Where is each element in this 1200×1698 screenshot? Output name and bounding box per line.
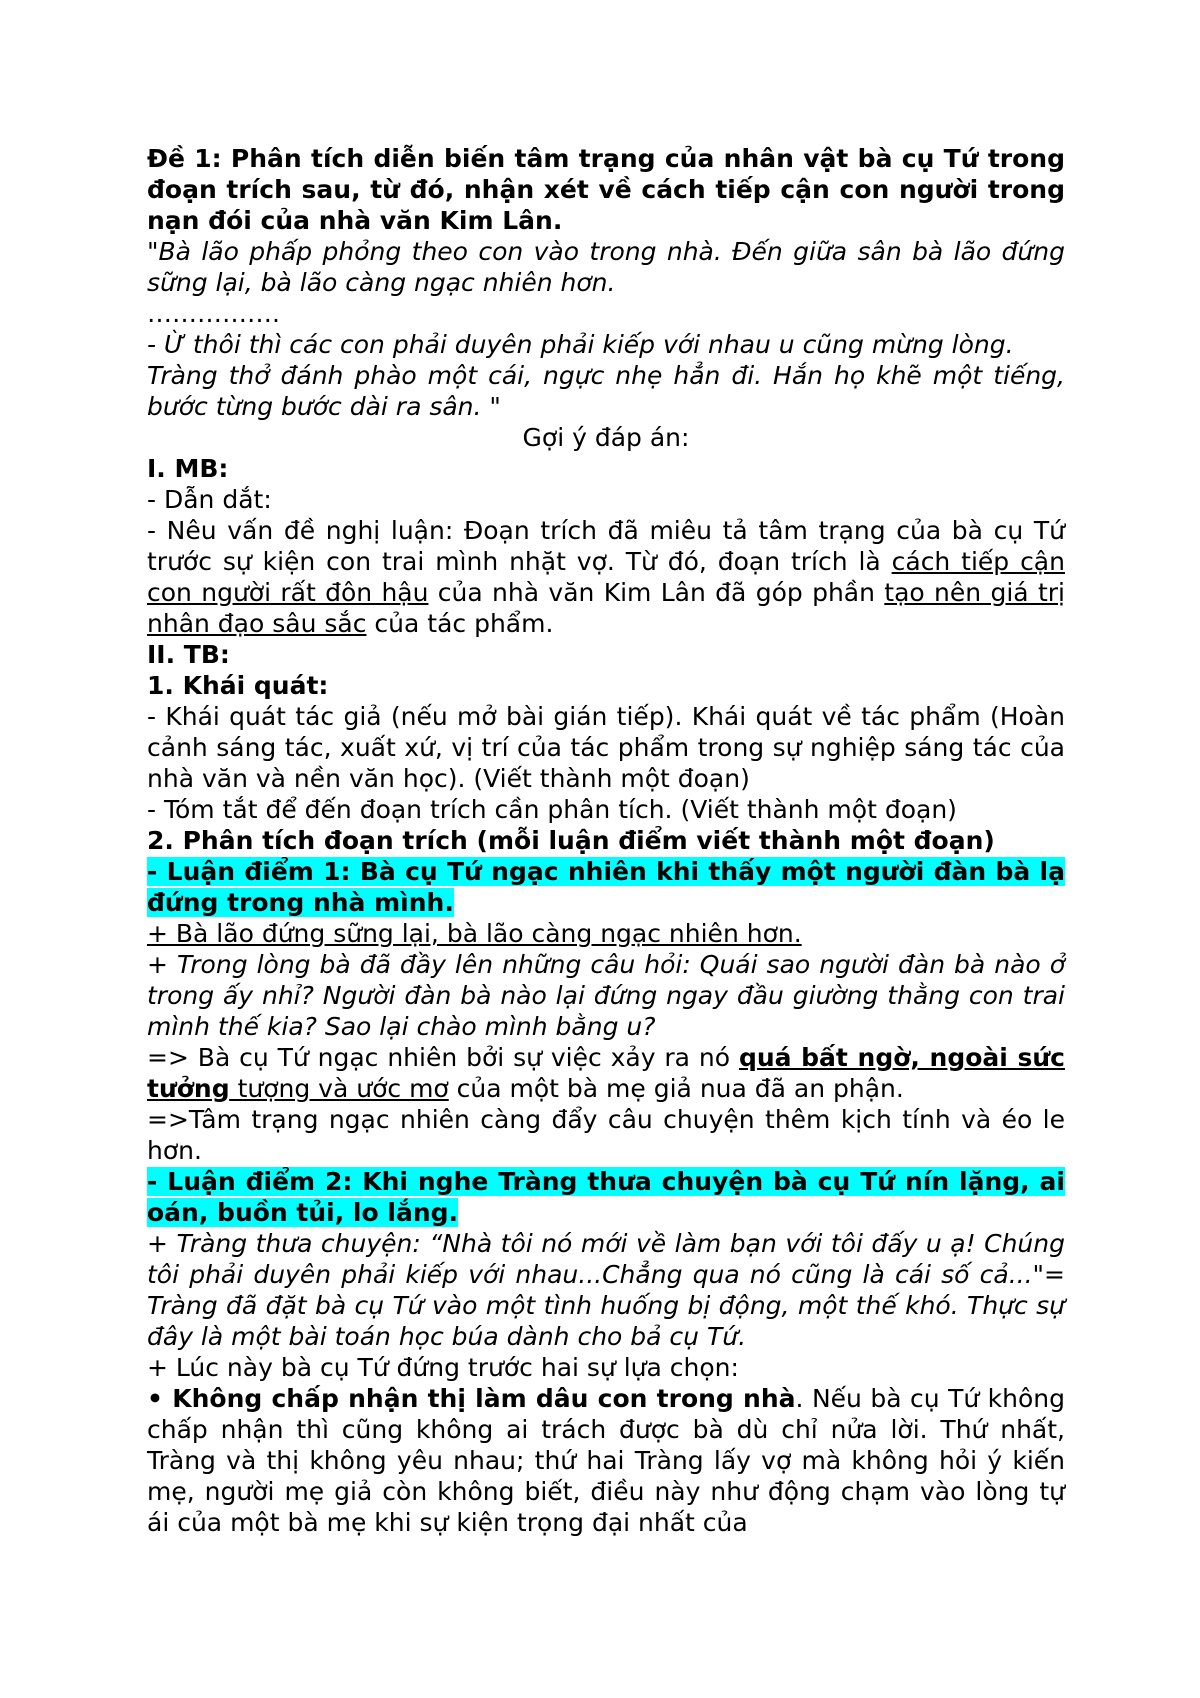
point-1-highlight: - Luận điểm 1: Bà cụ Tứ ngạc nhiên khi thấy một người đàn bà lạ đứng trong nhà mình. [147,857,1065,917]
point-1-conclusion-c: của một bà mẹ giả nua đã an phận. [448,1074,904,1103]
point-1-title [147,856,1065,918]
point-2-highlight: - Luận điểm 2: Khi nghe Tràng thưa chuyện bà cụ Tứ nín lặng, ai oán, buồn tủi, lo lắng. [147,1167,1065,1227]
point-2-bullet-2: + Lúc này bà cụ Tứ đứng trước hai sự lựa chọn: [147,1353,739,1382]
general-summary: - Tóm tắt để đến đoạn trích cần phân tích. (Viết thành một đoạn) [147,795,957,824]
mb-issue-text-a: - Nêu vấn đề nghị luận: Đoạn trích đã miêu tả tâm trạng của bà cụ Tứ trước sự kiện con trai mình nhặt vợ. Từ đó, đoạn trích là [147,516,1065,576]
mb-issue-underline-1: cách tiếp cận con người rất đôn hậu [147,547,1065,607]
analysis-heading: 2. Phân tích đoạn trích (mỗi luận điểm viết thành một đoạn) [147,826,995,855]
excerpt-closing: Tràng thở đánh phào một cái, ngực nhẹ hẳn đi. Hắn họ khẽ một tiếng, bước từng bước dài ra sân. " [147,361,1065,421]
answer-heading: Gợi ý đáp án: [522,423,690,452]
excerpt-opening: "Bà lão phấp phỏng theo con vào trong nhà. Đến giữa sân bà lão đứng sững lại, bà lão càng ngạc nhiên hơn. [147,237,1065,297]
point-1-bullet-2: + Trong lòng bà đã đầy lên những câu hỏi: Quái sao người đàn bà nào ở trong ấy nhỉ? Người đàn bà nào lại đứng ngay đầu giường thằng con trai mình thế kia? Sao lại chào mình bằng u? [147,950,1065,1041]
excerpt-dialogue: - Ừ thôi thì các con phải duyên phải kiếp với nhau u cũng mừng lòng. [147,330,1014,359]
mb-lead: - Dẫn dắt: [147,485,272,514]
point-2-option-1-bold: Không chấp nhận thị làm dâu con trong nhà [172,1384,796,1413]
mb-issue [147,515,1065,639]
point-2-bullet-1: + Tràng thưa chuyện: “Nhà tôi nó mới về làm bạn với tôi đấy u ạ! Chúng tôi phải duyên phải kiếp với nhau...Chẳng qua nó cũng là cái số cả..."= Tràng đã đặt bà cụ Tứ vào một tình huống bị động, một thế khó. Thực sự đây là một bài toán học búa dành cho bả cụ Tứ. [147,1229,1065,1351]
point-1-conclusion [147,1042,1065,1104]
tb-heading: II. TB: [147,640,230,669]
mb-heading: I. MB: [147,454,229,483]
excerpt-ellipsis: ……………. [147,299,280,328]
question-title: Đề 1: Phân tích diễn biến tâm trạng của nhân vật bà cụ Tứ trong đoạn trích sau, từ đó, nhận xét về cách tiếp cận con người trong nạn đói của nhà văn Kim Lân. [147,144,1065,235]
point-1-conclusion-a: => Bà cụ Tứ ngạc nhiên bởi sự việc xảy ra nó [147,1043,739,1072]
mb-issue-text-c: của tác phẩm. [366,609,554,638]
general-heading: 1. Khái quát: [147,671,329,700]
point-1-effect: =>Tâm trạng ngạc nhiên càng đẩy câu chuyện thêm kịch tính và éo le hơn. [147,1105,1065,1165]
point-2-option-1-rest: . Nếu bà cụ Tứ không chấp nhận thì cũng không ai trách được bà dù chỉ nửa lời. Thứ nhất, Tràng và thị không yêu nhau; thứ hai Tràng lấy vợ mà không hỏi ý kiến mẹ, người mẹ giả còn không biết, điều này như động chạm vào lòng tự ái của một bà mẹ khi sự kiện trọng đại nhất của [147,1384,1065,1537]
point-2-title [147,1166,1065,1228]
point-2-option-1 [147,1383,1065,1538]
point-1-conclusion-bold: quá bất ngờ, ngoài sức tưởng [147,1043,1065,1103]
point-1-bullet-1: + Bà lão đứng sững lại, bà lão càng ngạc nhiên hơn. [147,919,802,948]
document-page [147,143,1065,1538]
bullet-dot: • [147,1384,173,1413]
mb-issue-underline-2: tạo nên giá trị nhân đạo sâu sắc [147,578,1065,638]
mb-issue-text-b: của nhà văn Kim Lân đã góp phần [428,578,885,607]
point-1-conclusion-underline: tượng và ước mơ [229,1074,449,1103]
general-author-work: - Khái quát tác giả (nếu mở bài gián tiếp). Khái quát về tác phẩm (Hoàn cảnh sáng tác, xuất xứ, vị trí của tác phẩm trong sự nghiệp sáng tác của nhà văn và nền văn học). (Viết thành một đoạn) [147,702,1065,793]
